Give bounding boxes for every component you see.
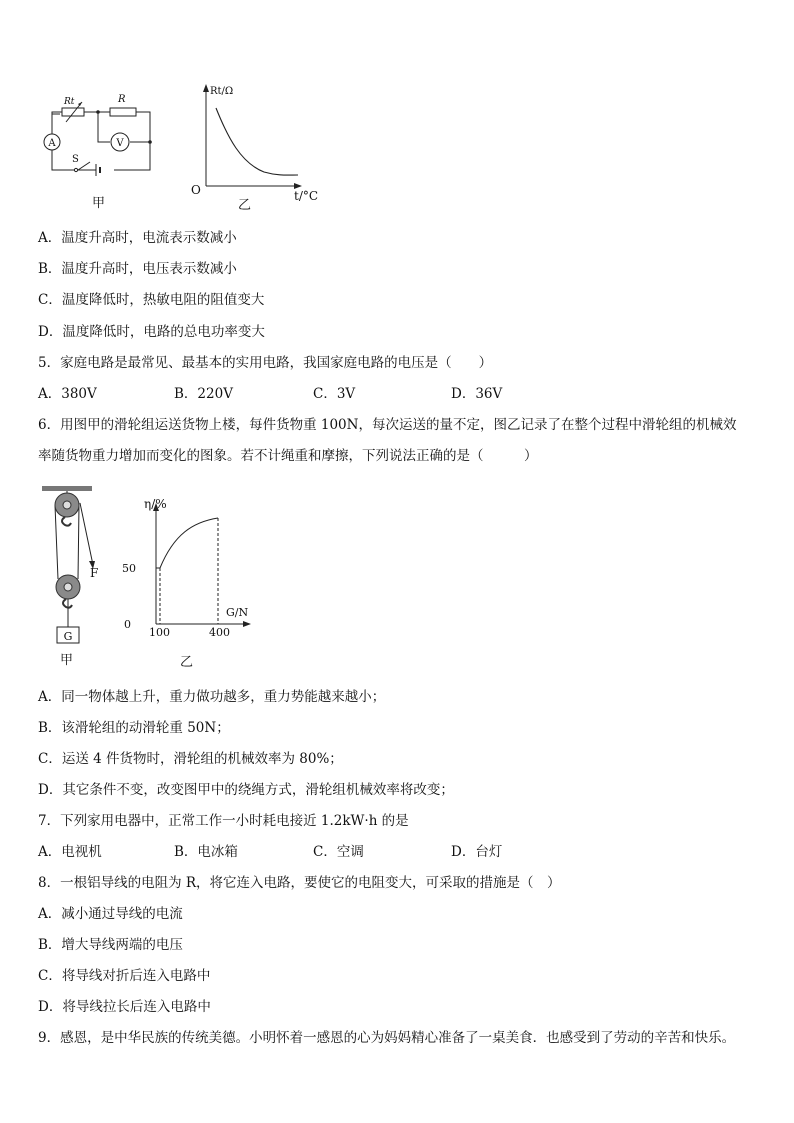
circuit-diagram bbox=[38, 88, 160, 180]
graph2-origin: 0 bbox=[124, 618, 131, 631]
q5-option-c: C．3V bbox=[313, 386, 356, 402]
q7-option-a: A．电视机 bbox=[38, 844, 102, 860]
q5-option-d: D．36V bbox=[451, 386, 503, 402]
graph2-x-tick-400: 400 bbox=[209, 626, 230, 639]
q4-option-c: C．温度降低时，热敏电阻的阻值变大 bbox=[38, 292, 265, 308]
graph2-y-tick: 50 bbox=[122, 562, 136, 575]
q9-stem: 9．感恩，是中华民族的传统美德。小明怀着一感恩的心为妈妈精心准备了一桌美食．也感受到了劳动的辛苦和快乐。 bbox=[38, 1030, 736, 1046]
graph2-x-label: G/N bbox=[226, 606, 249, 619]
q5-option-a: A．380V bbox=[38, 386, 97, 402]
r-label: R bbox=[118, 94, 126, 105]
q7-option-c: C．空调 bbox=[313, 844, 364, 860]
voltmeter-label: V bbox=[116, 138, 124, 149]
q5-option-b: B．220V bbox=[174, 386, 233, 402]
q8-option-d: D．将导线拉长后连入电路中 bbox=[38, 999, 211, 1015]
q6-stem-line2: 率随货物重力增加而变化的图象。若不计绳重和摩擦，下列说法正确的是（ ） bbox=[38, 448, 538, 464]
ammeter-label: A bbox=[48, 138, 56, 149]
q8-stem: 8．一根铝导线的电阻为 R，将它连入电路，要使它的电阻变大，可采取的措施是（ ） bbox=[38, 875, 561, 891]
q6-stem-line1: 6．用图甲的滑轮组运送货物上楼，每件货物重 100N，每次运送的量不定，图乙记录了在整个过程中滑轮组的机械效 bbox=[38, 417, 737, 433]
fig1-circuit-caption: 甲 bbox=[92, 196, 106, 211]
q4-option-a: A．温度升高时，电流表示数减小 bbox=[38, 230, 237, 246]
force-label: F bbox=[90, 566, 99, 580]
efficiency-weight-graph bbox=[118, 494, 258, 654]
graph2-y-label: η/% bbox=[144, 497, 167, 511]
q7-option-d: D．台灯 bbox=[451, 844, 503, 860]
graph2-caption: 乙 bbox=[180, 655, 194, 670]
pulley-caption: 甲 bbox=[60, 653, 74, 668]
q6-option-a: A．同一物体越上升，重力做功越多，重力势能越来越小； bbox=[38, 689, 386, 705]
q4-option-d: D．温度降低时，电路的总电功率变大 bbox=[38, 324, 265, 340]
q6-option-c: C．运送 4 件货物时，滑轮组的机械效率为 80%； bbox=[38, 751, 343, 767]
graph2-x-tick-100: 100 bbox=[149, 626, 170, 639]
switch-label: S bbox=[72, 154, 79, 165]
load-label: G bbox=[63, 630, 73, 643]
q7-option-b: B．电冰箱 bbox=[174, 844, 238, 860]
q8-option-a: A．减小通过导线的电流 bbox=[38, 906, 183, 922]
q6-option-b: B．该滑轮组的动滑轮重 50N； bbox=[38, 720, 230, 736]
graph1-origin: O bbox=[191, 183, 201, 197]
q7-stem: 7．下列家用电器中，正常工作一小时耗电接近 1.2kW·h 的是 bbox=[38, 813, 409, 829]
q4-option-b: B．温度升高时，电压表示数减小 bbox=[38, 261, 237, 277]
q6-option-d: D．其它条件不变，改变图甲中的绕绳方式，滑轮组机械效率将改变； bbox=[38, 782, 454, 798]
rt-label: Rt bbox=[64, 97, 75, 107]
pulley-system-diagram bbox=[38, 483, 108, 648]
q8-option-c: C．将导线对折后连入电路中 bbox=[38, 968, 211, 984]
q5-stem: 5．家庭电路是最常见、最基本的实用电路，我国家庭电路的电压是（ ） bbox=[38, 355, 493, 371]
graph1-y-label: Rt/Ω bbox=[210, 86, 234, 97]
fig1-graph-caption: 乙 bbox=[238, 198, 252, 213]
q8-option-b: B．增大导线两端的电压 bbox=[38, 937, 183, 953]
graph1-x-label: t/°C bbox=[294, 189, 319, 203]
resistance-temperature-graph bbox=[186, 78, 326, 208]
